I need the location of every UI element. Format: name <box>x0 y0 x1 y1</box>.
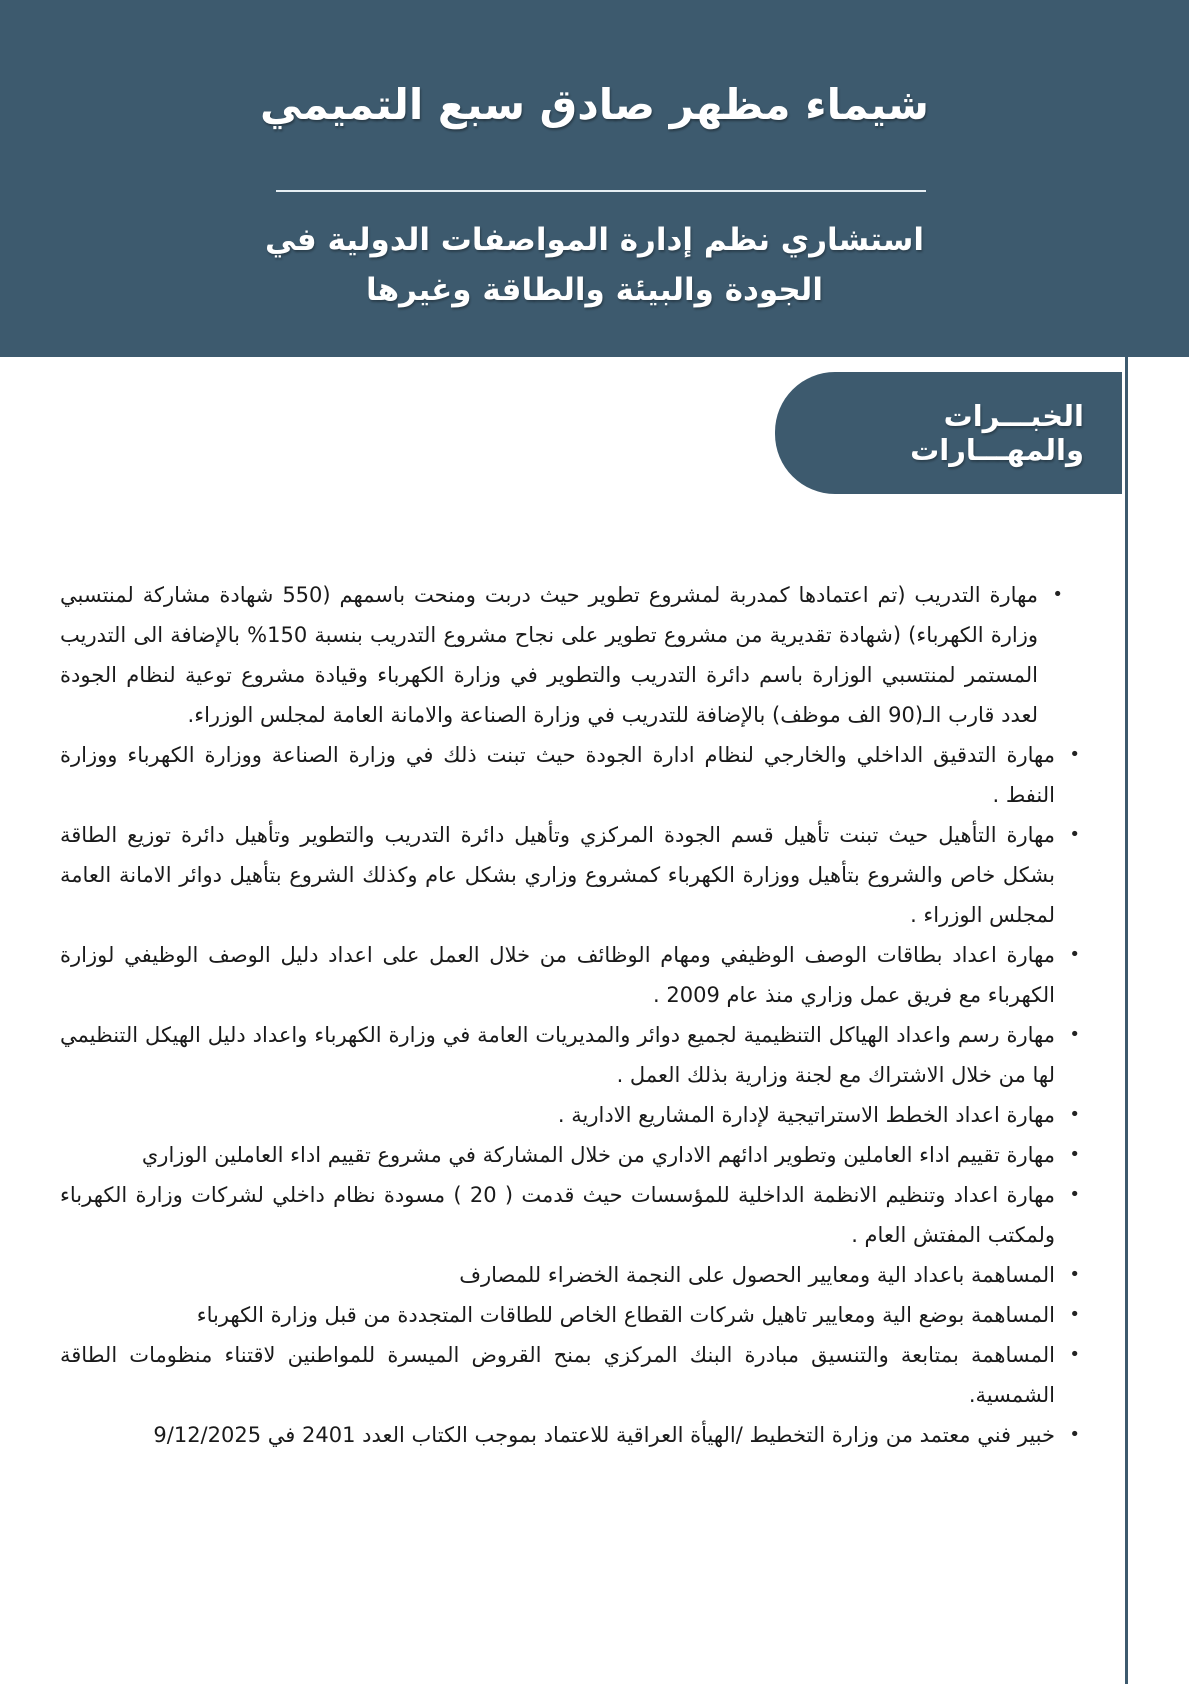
skill-item: • خبير فني معتمد من وزارة التخطيط /الهيأة العراقية للاعتماد بموجب الكتاب العدد 2401 في 9/12/2025 <box>60 1415 1080 1455</box>
job-title-line-1: استشاري نظم إدارة المواصفات الدولية في <box>265 222 924 258</box>
side-accent-line <box>1125 357 1128 1684</box>
skills-list <box>60 575 1080 1455</box>
skill-item: • المساهمة باعداد الية ومعايير الحصول على النجمة الخضراء للمصارف <box>60 1255 1080 1295</box>
skills-content <box>60 575 1080 1455</box>
skill-item: • مهارة التأهيل حيث تبنت تأهيل قسم الجودة المركزي وتأهيل دائرة التدريب والتطوير وتأهيل دائرة توزيع الطاقة بشكل خاص والشروع بتأهيل ووزارة الكهرباء كمشروع وزاري بشكل عام وكذلك الشروع بتأهيل دوائر الامانة العامة لمجلس الوزراء . <box>60 815 1080 935</box>
skill-item: • مهارة التدقيق الداخلي والخارجي لنظام ادارة الجودة حيث تبنت ذلك في وزارة الصناعة ووزارة الكهرباء ووزارة النفط . <box>60 735 1080 815</box>
section-title: الخبـــرات والمهـــارات <box>910 399 1084 467</box>
job-title <box>0 215 1189 315</box>
skill-item: • مهارة اعداد وتنظيم الانظمة الداخلية للمؤسسات حيث قدمت ( 20 ) مسودة نظام داخلي لشركات وزارة الكهرباء ولمكتب المفتش العام . <box>60 1175 1080 1255</box>
header-divider <box>276 190 926 192</box>
person-name: شيماء مظهر صادق سبع التميمي <box>260 80 929 129</box>
header-banner <box>0 0 1189 357</box>
skill-item: • مهارة اعداد الخطط الاستراتيجية لإدارة المشاريع الادارية . <box>60 1095 1080 1135</box>
skill-item: • مهارة تقييم اداء العاملين وتطوير ادائهم الاداري من خلال المشاركة في مشروع تقييم اداء العاملين الوزاري <box>60 1135 1080 1175</box>
skill-item: • مهارة التدريب (تم اعتمادها كمدربة لمشروع تطوير حيث دربت ومنحت باسمهم (550 شهادة مشاركة لمنتسبي وزارة الكهرباء) (شهادة تقديرية من مشروع تطوير على نجاح مشروع التدريب بنسبة 150% بالإضافة الى التدريب المستمر لمنتسبي الوزارة باسم دائرة التدريب والتطوير في وزارة الكهرباء وقيادة مشروع توعية لنظام الجودة لعدد قارب الـ(90 الف موظف) بالإضافة للتدريب في وزارة الصناعة والامانة العامة لمجلس الوزراء. <box>60 575 1080 735</box>
job-title-line-2: الجودة والبيئة والطاقة وغيرها <box>366 272 823 308</box>
skill-item: • مهارة اعداد بطاقات الوصف الوظيفي ومهام الوظائف من خلال العمل على اعداد دليل الوصف الوظيفي لوزارة الكهرباء مع فريق عمل وزاري منذ عام 2009 . <box>60 935 1080 1015</box>
section-header-experience-skills <box>775 372 1122 494</box>
skill-item: • مهارة رسم واعداد الهياكل التنظيمية لجميع دوائر والمديريات العامة في وزارة الكهرباء واعداد دليل الهيكل التنظيمي لها من خلال الاشتراك مع لجنة وزارية بذلك العمل . <box>60 1015 1080 1095</box>
skill-item: • المساهمة بوضع الية ومعايير تاهيل شركات القطاع الخاص للطاقات المتجددة من قبل وزارة الكهرباء <box>60 1295 1080 1335</box>
skill-item: • المساهمة بمتابعة والتنسيق مبادرة البنك المركزي بمنح القروض الميسرة للمواطنين لاقتناء منظومات الطاقة الشمسية. <box>60 1335 1080 1415</box>
